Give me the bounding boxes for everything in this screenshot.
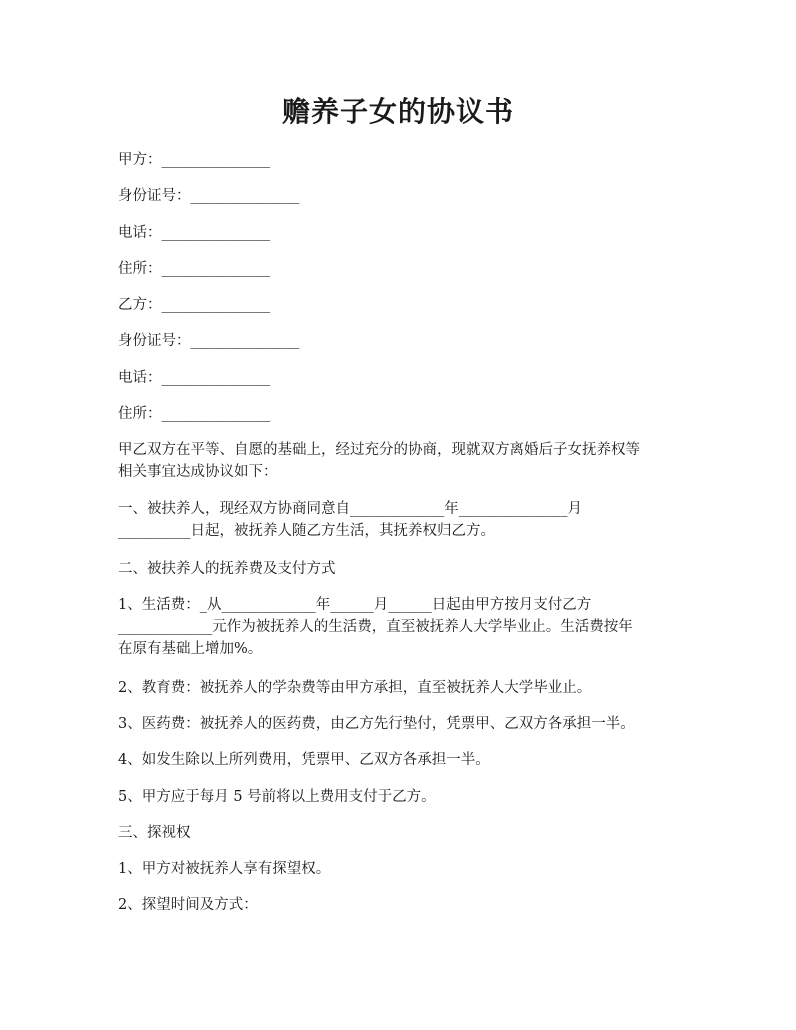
item-3-2: 2、探望时间及方式： (118, 897, 258, 913)
intro-line-2: 相关事宜达成协议如下： (118, 464, 278, 480)
item-2-1-line-2: _____________元作为被抚养人的生活费，直至被抚养人大学毕业止。生活费按年 (118, 619, 633, 635)
item-2-5: 5、甲方应于每月 5 号前将以上费用支付于乙方。 (118, 789, 436, 805)
party-b-address: 住所：_______________ (118, 406, 271, 422)
item-2-1 (118, 594, 688, 660)
section-2-heading: 二、被扶养人的抚养费及支付方式 (118, 561, 336, 577)
party-b-phone: 电话：_______________ (118, 370, 271, 386)
item-2-3: 3、医药费：被抚养人的医药费，由乙方先行垫付，凭票甲、乙双方各承担一半。 (118, 716, 635, 732)
item-2-2: 2、教育费：被抚养人的学杂费等由甲方承担，直至被抚养人大学毕业止。 (118, 680, 592, 696)
clause-1 (118, 498, 688, 542)
party-b-id: 身份证号：_______________ (118, 333, 300, 349)
document-title: 赡养子女的协议书 (281, 95, 514, 128)
item-3-1: 1、甲方对被抚养人享有探望权。 (118, 861, 331, 877)
section-3-heading: 三、探视权 (118, 825, 191, 841)
intro-line-1: 甲乙双方在平等、自愿的基础上，经过充分的协商，现就双方离婚后子女抚养权等 (118, 442, 640, 458)
clause-1-line-1: 一、被扶养人，现经双方协商同意自_____________年_______________月 (118, 501, 582, 517)
item-2-1-line-1: 1、生活费：_从_____________年______月______日起由甲方按月支付乙方 (118, 597, 592, 613)
clause-1-line-2: __________日起，被抚养人随乙方生活，其抚养权归乙方。 (118, 523, 495, 539)
party-b-name: 乙方：_______________ (118, 297, 271, 313)
item-2-4: 4、如发生除以上所列费用，凭票甲、乙双方各承担一半。 (118, 752, 490, 768)
party-a-phone: 电话：_______________ (118, 225, 271, 241)
party-a-address: 住所：_______________ (118, 261, 271, 277)
item-2-1-line-3: 在原有基础上增加%。 (118, 641, 263, 657)
party-a-id: 身份证号：_______________ (118, 188, 300, 204)
party-a-name: 甲方：_______________ (118, 152, 271, 168)
intro-paragraph (118, 439, 688, 483)
